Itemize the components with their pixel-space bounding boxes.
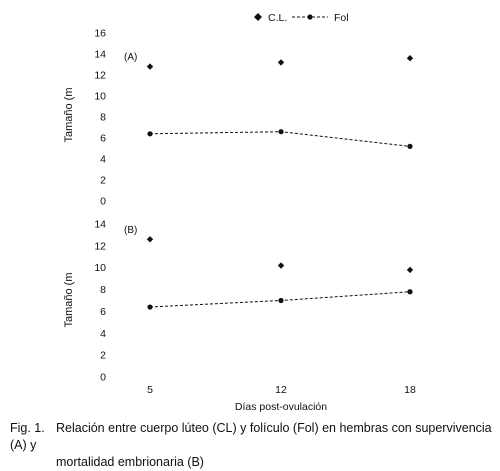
panel-b-label: (B) (124, 225, 138, 236)
panel-a-y-tick-label: 10 (94, 90, 106, 103)
panel-b-y-tick-label: 8 (100, 284, 106, 297)
x-ticks (147, 384, 416, 396)
panel-a-y-tick-label: 12 (94, 69, 106, 82)
x-axis-label: Días post-ovulación (234, 401, 328, 413)
panel-b-cl-point (278, 262, 284, 268)
panel-a-fol-point (147, 131, 152, 136)
panel-b-y-ticks (94, 219, 106, 384)
panel-a-series (147, 55, 413, 149)
panel-b-fol-point (278, 298, 283, 303)
panel-a-y-tick-label: 0 (100, 195, 106, 208)
panel-b-fol-point (147, 304, 152, 309)
panel-a-label: (A) (124, 52, 138, 63)
panel-a-y-tick-label: 14 (94, 48, 106, 61)
panel-b-y-tick-label: 0 (100, 371, 106, 384)
panel-b-y-tick-label: 14 (94, 218, 106, 231)
panel-a-y-tick-label: 8 (100, 111, 106, 124)
panel-a-y-tick-label: 4 (100, 153, 106, 166)
panel-a-y-tick-label: 16 (94, 27, 106, 40)
panel-b-y-tick-label: 4 (100, 327, 106, 340)
x-tick-label: 18 (404, 384, 416, 396)
panel-a-cl-point (407, 55, 413, 61)
panel-a-y-ticks (94, 28, 106, 208)
x-tick-label: 5 (147, 384, 153, 396)
x-tick-label: 12 (275, 384, 287, 396)
panel-b-ylabel: Tamaño (m (63, 272, 75, 328)
panel-a-cl-point (147, 63, 153, 69)
panel-a-fol-point (407, 144, 412, 149)
panel-b-fol-point (407, 289, 412, 294)
legend-fol-marker (307, 14, 312, 19)
figure-caption (10, 420, 495, 471)
panel-b-cl-point (407, 267, 413, 273)
legend-cl-label: C.L. (268, 12, 288, 24)
panel-a-cl-point (278, 59, 284, 65)
legend-fol-label: Fol (334, 12, 349, 24)
legend-cl-marker (254, 13, 262, 21)
panel-b-y-tick-label: 2 (100, 349, 106, 362)
panel-a-y-tick-label: 6 (100, 132, 106, 145)
panel-b-y-tick-label: 10 (94, 262, 106, 275)
panel-a (63, 28, 413, 208)
panel-b-series (147, 236, 413, 310)
legend (254, 12, 349, 24)
panel-b-cl-point (147, 236, 153, 242)
panel-a-y-tick-label: 2 (100, 174, 106, 187)
panel-b-y-tick-label: 12 (94, 240, 106, 253)
panel-a-ylabel: Tamaño (m (63, 87, 75, 143)
caption-line-1 (10, 420, 495, 454)
caption-text-1: Relación entre cuerpo lúteo (CL) y folículo (Fol) en hembras con supervivencia (A) y (10, 421, 492, 452)
panel-b-y-tick-label: 6 (100, 305, 106, 318)
panel-b (63, 219, 416, 397)
caption-fig-label: Fig. 1. (10, 421, 45, 435)
caption-text-2: mortalidad embrionaria (B) (56, 455, 204, 469)
panel-a-fol-point (278, 129, 283, 134)
